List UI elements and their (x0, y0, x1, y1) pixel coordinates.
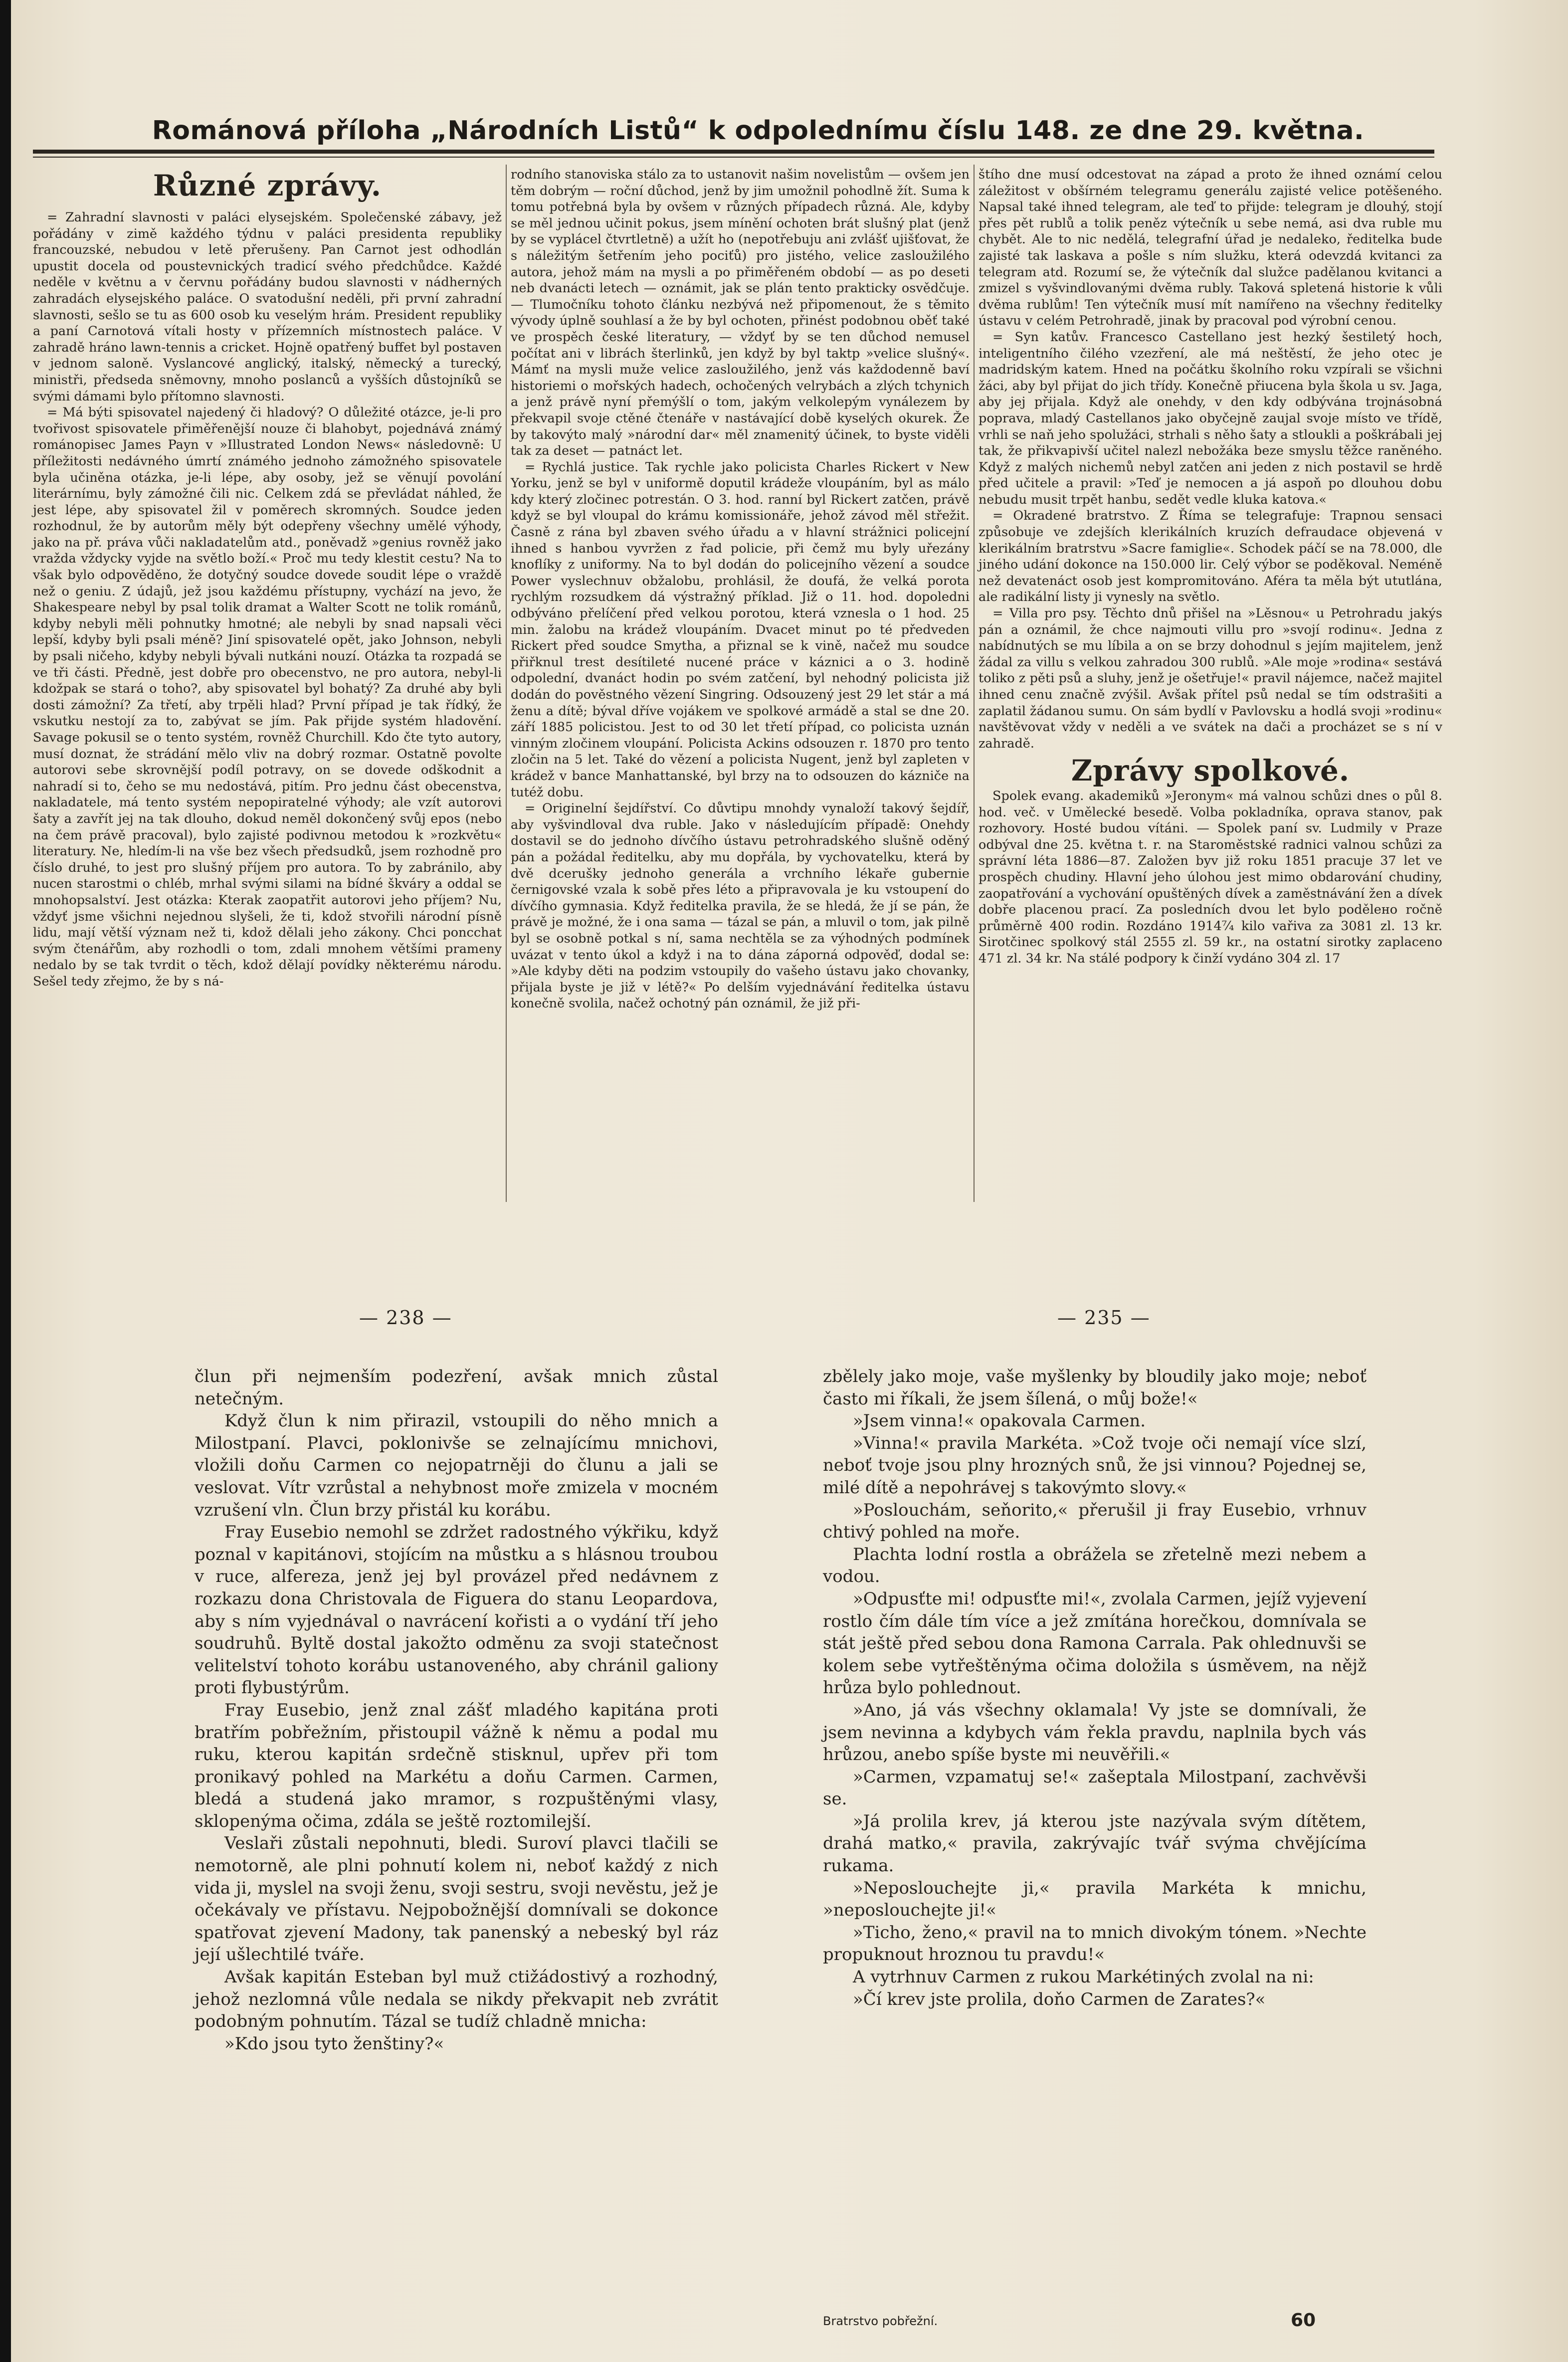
novel-paragraph: »Ano, já vás všechny oklamala! Vy jste se domnívali, že jsem nevinna a kdybych vám řekla pravdu, naplnila bych vás hrůzou, anebo spíše byste mi neuvěřili.« (823, 1700, 1367, 1765)
news-item: = Villa pro psy. Těchto dnů přišel na »Lěsnou« u Petrohradu jakýs pán a oznámil, že chce najmouti villu pro »svojí rodinu«. Jedna z nabídnutých se mu líbila a on se brzy dohodnul s jejím majitelem, jenž žádal za villu s velkou zahradou 300 rublů. »Ale moje »rodina« sestává toliko z pěti psů a sluhy, jenž je ošetřuje!« pravil nájemce, načež majitel ihned cenu značně zvýšil. Avšak přítel psů nedal se tím odstrašiti a zaplatil žádanou sumu. On sám bydlí v Pavlovsku a hodlá svoji »rodinu« navštěvovat vždy v neděli a ve svátek na dači a procházet se s ní v zahradě. (979, 606, 1442, 751)
section-title-clubs: Zprávy spolkové. (1071, 754, 1350, 788)
news-item: = Syn katův. Francesco Castellano jest hezký šestiletý hoch, inteligentního čilého vzezření, ale má neštěstí, že jeho otec je madridským katem. Hned na počátku školního roku vzpírali se všichni žáci, aby byl přijat do jich třídy. Konečně přiucena byla škola u sv. Jaga, aby jej přijala. Když ale onehdy, v den kdy odbývána trojnásobná poprava, mladý Castellanos jako obyčejně zaujal svoje místo ve třídě, vrhli se naň jeho spolužáci, strhali s něho šaty a stloukli a poškrábali jej tak, že přikvapivší učitel nalezl nebožáka beze smyslu těžce raněného. Když z malých nichemů nebyl zatčen ani jeden z nich postavil se hrdě před učitele a pravil: »Teď je nemocen a já aspoň po dlouhou dobu nebudu musit trpět hanbu, sedět vedle kluka katova.« (979, 329, 1442, 507)
novel-paragraph: »Carmen, vzpamatuj se!« zašeptala Milostpaní, zachvěvši se. (823, 1767, 1367, 1809)
novel-paragraph: »Poslouchám, seňorito,« přerušil ji fray Eusebio, vrhnuv chtivý pohled na moře. (823, 1500, 1367, 1543)
novel-paragraph: Avšak kapitán Esteban byl muž ctižádostivý a rozhodný, jehož nezlomná vůle nedala se nikdy překvapit neb zvrátit podobným pohnutím. Tázal se tudíž chladně mnicha: (195, 1967, 718, 2032)
news-item: rodního stanoviska stálo za to ustanovit našim novelistům — ovšem jen těm dobrým — roční důchod, jenž by jim umožnil pohodlně žít. Suma k tomu potřebná byla by ovšem v různých případech různá. Ale, kdyby se měl jednou učinit pokus, jsem mínění ochoten brát slušný plat (jenž by se vyplácel čtvrtletně) a užít ho (nepotřebuju ani zvlášť ujišťovat, že s náležitým šetřením jeho pociťů) pro jistého, velice zasloužilého autora, jehož mám na mysli a po přiměřeném období — as po deseti neb dvanácti letech — oznámit, jak se plán tento prakticky osvědčuje. — Tlumočníku tohoto článku nezbývá než připomenout, že s těmito vývody úplně souhlasí a že by byl ochoten, přinést podobnou oběť také ve prospěch české literatury, — vždyť by se ten důchod nemusel počítat ani v librách šterlinků, jen když by byl taktp »velice slušný«. Mámť na mysli muže velice zasloužilého, jenž vás každodenně baví historiemi o mořských hadech, ochočených velrybách a zlých tchynich a jenž právě nyní přemýšlí o tom, jakým velkolepým vynálezem by překvapil svoje ctěné čtenáře v nastávající době kyselých okurek. Že by takovýto malý »národní dar« měl znamenitý účinek, to byste viděli tak za deset — patnáct let. (511, 167, 970, 459)
novel-paragraph: »Odpusťte mi! odpusťte mi!«, zvolala Carmen, jejíž vyjevení rostlo čím dále tím více a jež zmítána horečkou, domnívala se stát ještě před sebou dona Ramona Carrala. Pak ohlednuvši se kolem sebe vytřeštěnýma očima doložila s úsměvem, na nějž hrůza bylo pohlednout. (823, 1588, 1367, 1698)
novel-paragraph: Fray Eusebio nemohl se zdržet radostného výkřiku, když poznal v kapitánovi, stojícím na můstku a s hlásnou troubou v ruce, alfereza, jenž jej byl provázel před nedávnem z rozkazu dona Christovala de Figuera do stanu Leopardova, aby s ním vyjednával o navrácení kořisti a o vydání tří jeho soudruhů. Byltě dostal jakožto odměnu za svoji statečnost velitelství tohoto korábu ustanoveného, aby chránil galiony proti flybustýrům. (195, 1522, 718, 1698)
folio-right: — 235 — (1057, 1307, 1151, 1329)
novel-paragraph: »Vinna!« pravila Markéta. »Což tvoje oči nemají více slzí, neboť tvoje jsou plny hrozných snů, že jsi vinnou? Pojednej se, milé dítě a nepohrávej s takovýmto slovy.« (823, 1433, 1367, 1498)
scan-edge (0, 0, 11, 2362)
novel-paragraph: »Já prolila krev, já kterou jste nazývala svým dítětem, drahá matko,« pravila, zakrývajíc tvář svýma chvějícíma rukama. (823, 1811, 1367, 1876)
novel-paragraph: Když člun k nim přirazil, vstoupili do něho mnich a Milostpaní. Plavci, poklonivše se zelnajícímu mnichovi, vložili doňu Carmen co nejopatrněji do člunu a jali se veslovat. Vítr vzrůstal a nehybnost moře zmizela v mocném vzrušení vln. Člun brzy přistál ku korábu. (195, 1411, 718, 1520)
novel-paragraph: Plachta lodní rostla a obrážela se zřetelně mezi nebem a vodou. (823, 1544, 1367, 1587)
novel-paragraph: A vytrhnuv Carmen z rukou Markétiných zvolal na ni: (853, 1967, 1314, 1987)
news-item: = Zahradní slavnosti v paláci elysejském. Společenské zábavy, jež pořádány v zimě každého týdnu v paláci presidenta republiky francouzské, nebudou v letě přerušeny. Pan Carnot jest odhodlán upustit docela od poustevnických tradicí svého předchůdce. Každé neděle v květnu a v červnu pořádány budou slavnosti v nádherných zahradách elysejského paláce. O svatodušní neděli, při první zahradní slavnosti, sešlo se tu as 600 osob ku veselým hrám. President republiky a paní Carnotová vítali hosty v přízemních místnostech paláce. V zahradě hráno lawn-tennis a cricket. Hojně opatřený buffet byl postaven v jednom saloně. Vyslancové anglický, italský, německý a turecký, ministři, předseda sněmovny, mnoho poslanců a vyšších důstojníků se svými dámami bylo přítomno slavnosti. (33, 210, 502, 404)
novel-column-left (195, 1366, 718, 2055)
novel-paragraph: »Kdo jsou tyto ženštiny?« (224, 2033, 444, 2054)
novel-paragraph: »Čí krev jste prolila, doňo Carmen de Zarates?« (853, 1989, 1266, 2009)
folio-left: — 238 — (359, 1307, 452, 1329)
news-item: = Originelní šejdířství. Co důvtipu mnohdy vynaloží takový šejdíř, aby vyšvindloval dva ruble. Jako v následujícím případě: Onehdy dostavil se do jednoho dívčího ústavu petrohradského slušně oděný pán a požádal ředitelku, aby mu dopřála, by vychovatelku, která by dvě dcerušky jednoho generála a vrchního lékaře gubernie černigovské vzala k sobě přes léto a připravovala je ku vstoupení do dívčího gymnasia. Když ředitelka pravila, že se hledá, že jí se pán, že právě je možné, že i ona sama — tázal se pán, a mluvil o tom, jak pilně byl se osobně potkal s ní, sama nechtěla se za výhodných podmínek uvázat v tento úkol a když i na to dána záporná odpověď, dodal se: »Ale kdyby děti na podzim vstoupily do vašeho ústavu jako chovanky, přijala byste je již v létě?« Po delším vyjednávání ředitelka ústavu konečně svolila, načež ochotný pán oznámil, že již při- (511, 801, 970, 1011)
novel-paragraph: »Jsem vinna!« opakovala Carmen. (853, 1411, 1146, 1431)
page-header: Románová příloha „Národních Listů“ k odpolednímu číslu 148. ze dne 29. května. (152, 116, 1365, 146)
news-column-3 (979, 167, 1442, 967)
column-divider (974, 165, 975, 1202)
news-column-2 (511, 167, 970, 1012)
novel-paragraph: člun při nejmenším podezření, avšak mnich zůstal netečným. (195, 1367, 718, 1409)
section-title-news: Různé zprávy. (153, 169, 382, 202)
novel-column-right (823, 1366, 1367, 2010)
news-item: = Okradené bratrstvo. Z Říma se telegrafuje: Trapnou sensaci způsobuje ve zdejších klerikálních kruzích defraudace objevená v klerikálním bratrstvu »Sacre famiglie«. Schodek páčí se na 78.000, dle jiného udání dokonce na 150.000 lir. Celý výbor se poděkoval. Neméně než devatenáct osob jest kompromitováno. Aféra ta měla být ututlána, ale radikální listy ji vynesly na světlo. (979, 508, 1442, 605)
news-item: štího dne musí odcestovat na západ a proto že ihned oznámí celou záležitost v obšírném telegramu generálu zajisté velice potěšeného. Napsal také ihned telegram, ale teď to přijde: telegram je dlouhý, stojí přes pět rublů a tolik peněz výtečník u sebe nemá, asi dva ruble mu chybět. Ale to nic nedělá, telegrafní úřad je nedaleko, ředitelka bude zajisté tak laskava a pošle s ním služku, která odevzdá kvitanci za telegram atd. Rozumí se, že výtečník dal služce padělanou kvitanci a zmizel s vyšvindlovanými dvěma rubly. Taková spletená historie k vůli dvěma rublům! Ten výtečník musí mít namířeno na všechny ředitelky ústavu v celém Petrohradě, jinak by pracoval pod výrobní cenou. (979, 167, 1442, 329)
novel-paragraph: zbělely jako moje, vaše myšlenky by bloudily jako moje; neboť často mi říkali, že jsem šílená, o můj bože!« (823, 1367, 1367, 1409)
header-rule (33, 150, 1434, 154)
club-news-item: Spolek evang. akademiků »Jeronym« má valnou schůzi dnes o půl 8. hod. več. v Umělecké besedě. Volba pokladníka, oprava stanov, pak rozhovory. Hosté budou vítáni. — Spolek paní sv. Ludmily v Praze odbýval dne 25. května t. r. na Staroměstské radnici valnou schůzi za správní léta 1886—87. Založen byv již roku 1851 pracuje 37 let ve prospěch chudiny. Hlavní jeho úlohou jest mimo obdarování chudiny, zaopatřování a vychování opuštěných dívek a zaměstnávání žen a dívek dobře placenou prací. Za posledních dvou let bylo podělено ročně průměrně 400 rodin. Rozdáno 1914⁷⁄₄ kilo vařiva za 3081 zl. 13 kr. Sirotčinec spolkový stál 2555 zl. 59 kr., na ostatní sirotky zaplaceno 471 zl. 34 kr. Na stálé podpory k činží vydáno 304 zl. 17 (979, 788, 1442, 966)
page-number: 60 (1291, 2310, 1316, 2331)
news-item: = Rychlá justice. Tak rychle jako policista Charles Rickert v New Yorku, jenž se byl v uniformě doputil krádeže vloupáním, byl as málo kdy který zločinec potrestán. O 3. hod. ranní byl Rickert zatčen, právě když se byl vloupal do krámu komissionáře, jehož závod měl střežit. Časně z rána byl zbaven svého úřadu a v hlavní strážnici policejní ihned s hanbou vyvržen z řad policie, při čemž mu byly uřezány knoflíky z uniformy. Na to byl dodán do policejního vězení a soudce Power vyslechnuv obžalobu, prohlásil, že doufá, že velká porota rychlým rozsudkem dá výstražný příklad. Již o 11. hod. dopoledni odbýváno přelíčení před velkou porotou, která vznesla o 1 hod. 25 min. žalobu na krádež vloupáním. Dvacet minut po té předveden Rickert před soudce Smytha, a přiznal se k vině, načež mu soudce přiřknul trest desítileté nucené práce v káznici a o 3. hodině odpolední, dvanáct hodin po svém zatčení, byl nehodný policista již dodán do pověstného vězení Singring. Odsouzený jest 29 let stár a má ženu a dítě; býval dříve vojákem ve spolkové armádě a stal se dne 20. září 1885 policistou. Jest to od 30 let třetí případ, co policista uznán vinným zločinem vloupání. Policista Ackins odsouzen r. 1870 pro tento zločin na 5 let. Také do vězení a policista Nugent, jenž byl zapleten v krádež v bance Manhattanské, byl brzy na to odsouzen do kázniče na tutéž dobu. (511, 459, 970, 800)
novel-paragraph: »Neposlouchejte ji,« pravila Markéta k mnichu, »neposlouchejte ji!« (823, 1878, 1367, 1921)
header-rule-thin (33, 157, 1434, 158)
news-item: = Má býti spisovatel najedený či hladový? O důležité otázce, je-li pro tvořivost spisovatele přiměřenější nouze či blahobyt, pojednává známý románopisec James Payn v »Illustrated London News« následovně: U příležitosti nedávného úmrtí známého jednoho zámožného spisovatele byla učiněna otázka, je-li lépe, aby osoby, jež se věnují povolání literárnímu, byly zámožné čili nic. Celkem zdá se převládat náhled, že jest lépe, aby spisovatel žil v poměrech skromných. Soudce jeden rozhodnul, že by autorům měly být odepřeny všechny umělé výhody, jako na př. práva vůči nakladatelům atd., poněvadž »genius rovněž jako vražda vždycky vyjde na světlo boží.« Proč mu tedy klestit cestu? Na to však bylo odpověděno, že dotyčný soudce dovede soudit lépe o vraždě než o geniu. Z údajů, jež jsou každému přístupny, vychází na jevo, že Shakespeare nebyl by psal tolik dramat a Walter Scott ne tolik románů, kdyby nebyli měli pohnutky hmotné; ale nebyli by snad napsali věci lepší, kdyby byli psali méně? Jiní spisovatelé opět, jako Johnson, nebyli by psali ničeho, kdyby nebyli bývali nutkáni nouzí. Otázka ta rozpadá se ve tři části. Předně, jest dobře pro obecenstvo, ne pro autora, nebyl-li kdožpak se stará o toho?, aby spisovatel byl bohatý? Za druhé aby byli dosti zámožní? Za třetí, aby trpěli hlad? První případ je tak řídký, že vskutku nestojí za to, zabývat se jím. Pak přijde systém hladovění. Savage pokusil se o tento systém, rovněž Churchill. Kdo čte tyto autory, musí doznat, že strádání mělo vliv na dobrý rozmar. Ostatně povolte autorovi sebe skrovnější podíl potravy, on se dovede odškodnit a nahradí si to, čeho se mu nedostává, pitím. Pro jednu část obecenstva, nakladatele, má tento systém nepopiratelné výhody; ale vzít autorovi šaty a zavřít jej na tak dlouho, dokud neměl dokončený svůj epos (nebo na čem právě pracoval), bylo zajisté podivnou metodou k »rozkvětu« literatury. Ne, hledím-li na vše bez všech předsudků, jsem rozhodně pro číslo druhé, to jest pro slušný příjem pro autora. To by zabránilo, aby nucen starostmi o chléb, mrhal svými silami na bídné škváry a oddal se mnohopsalství. Jest otázka: Kterak zaopatřit autorovi jeho příjem? Nu, vždyť jsme všichni nejednou slyšeli, že ti, kdož stvořili národní písně lidu, mají větší význam než ti, kdož dělali jeho zákony. Chci poncchat svým čtenářům, aby rozhodli o tom, zdali mnohem většími prameny nedalo by se tak tvrdit o těch, kdož dělají povídky některému národu. Sešel tedy zřejmo, že by s ná- (33, 405, 502, 989)
column-divider (506, 165, 507, 1202)
novel-paragraph: »Ticho, ženo,« pravil na to mnich divokým tónem. »Nechte propuknout hroznou tu pravdu!« (823, 1922, 1367, 1965)
imprint: Bratrstvo pobřežní. (823, 2314, 938, 2328)
novel-paragraph: Veslaři zůstali nepohnuti, bledi. Suroví plavci tlačili se nemotorně, ale plni pohnutí kolem ni, neboť každý z nich vida ji, myslel na svoji ženu, svoji sestru, svoji nevěstu, jež je očekávaly ve přístavu. Nejpobožnější domnívali se dokonce spatřovat zjevení Madony, tak panenský a nebeský byl ráz její ušlechtilé tváře. (195, 1833, 718, 1965)
news-column-1 (33, 209, 502, 990)
novel-paragraph: Fray Eusebio, jenž znal zášť mladého kapitána proti bratřím pobřežním, přistoupil vážně k němu a podal mu ruku, kterou kapitán srdečně stisknul, upřev při tom pronikavý pohled na Markétu a doňu Carmen. Carmen, bledá a studená jako mramor, s rozpuštěnými vlasy, sklopenýma očima, zdála se ještě roztomilejší. (195, 1700, 718, 1831)
